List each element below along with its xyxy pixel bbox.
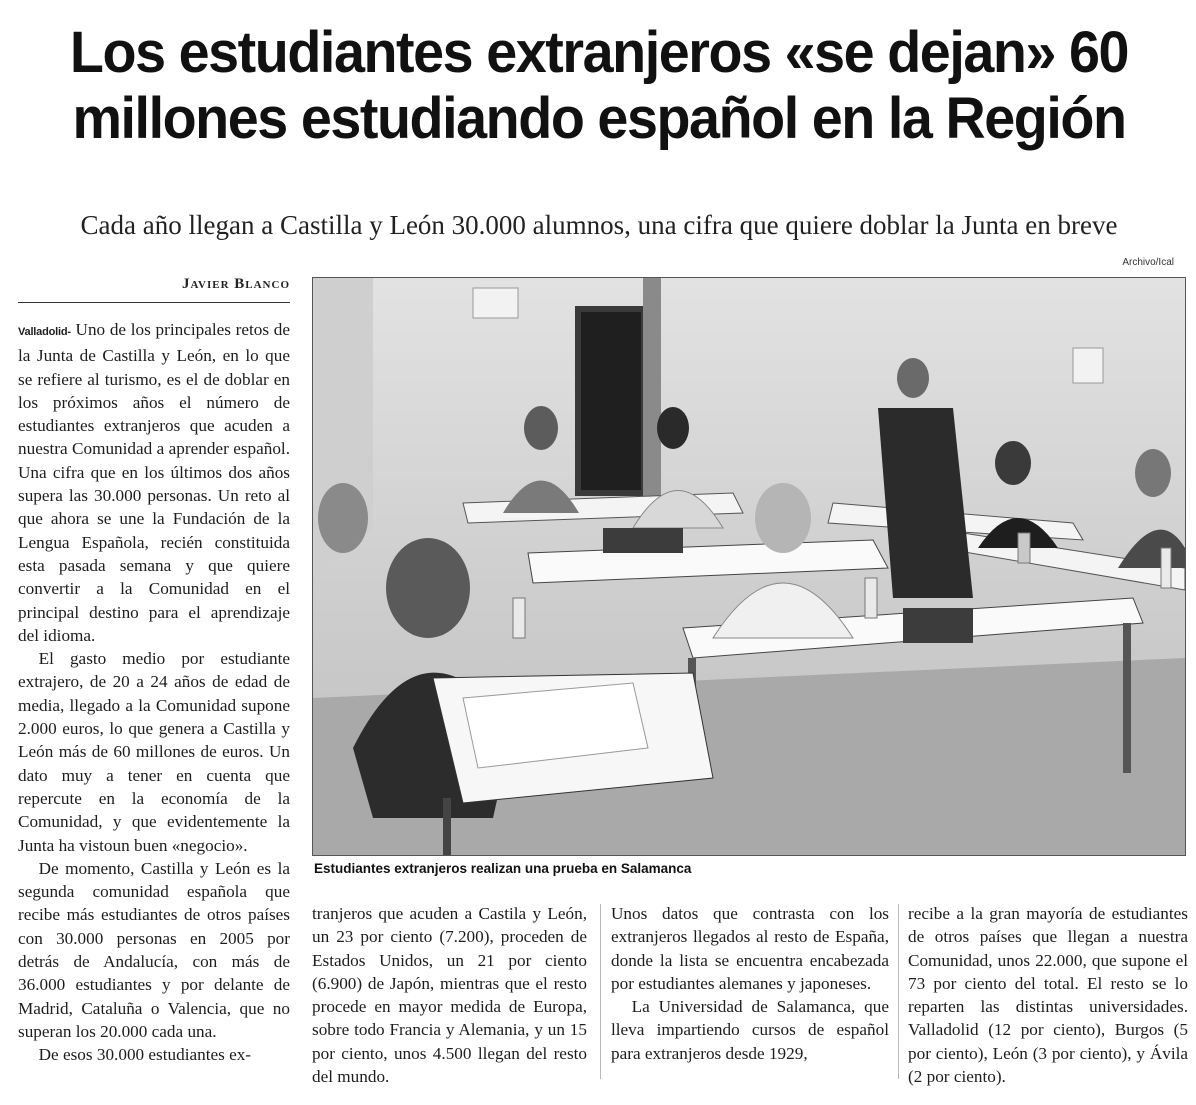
paragraph: De momento, Castilla y León es la segunda comunidad española que recibe más estudiantes de otros países con 30.000 personas en 2005 por detrás de Andalucía, con más de 36.000 estudiantes y por delante de Madrid, Cataluña o Valencia, que no superan los 20.000 cada una. [18, 858, 290, 1041]
paragraph-text: Uno de los principales retos de la Junta de Castilla y León, en lo que se refiere al turismo, es el de doblar en los próximos años el número de estudiantes extranjeros que acuden a nuestra Comunidad a aprender español. Una cifra que en los últimos dos años supera las 30.000 personas. Un reto al que ahora se une la Fundación de la Lengua Española, recién constituida esta pasada semana y que quiere convertir a la Comunidad en el principal destino para el aprendizaje del idioma. [18, 320, 291, 645]
headline: Los estudiantes extranjeros «se dejan» 60 millones estudiando español en la Región [69, 20, 1129, 151]
paragraph: El gasto medio por estudiante extrajero, de 20 a 24 años de edad de media, llegado a la Comunidad supone 2.000 euros, lo que genera a Castilla y León más de 60 millones de euros. Un dato muy a tener en cuenta que repercute en la economía de la Comunidad, y que evidentemente la Junta ha vistoun buen «negocio». [18, 649, 290, 855]
byline: Javier Blanco [181, 276, 290, 292]
dateline: Valladolid- [18, 326, 71, 338]
column-divider [898, 904, 899, 1079]
article-column-1 [18, 318, 290, 1067]
paragraph: tranjeros que acuden a Castila y León, un 23 por ciento (7.200), proceden de Estados Unidos, un 21 por ciento (6.900) de Japón, mientras que el resto procede en mayor medida de Europa, sobre todo Francia y Alemania, y un 15 por ciento, unos 4.500 llegan del resto del mundo. [312, 904, 587, 1087]
photo-caption: Estudiantes extranjeros realizan una prueba en Salamanca [314, 861, 692, 876]
paragraph [18, 318, 290, 647]
column-divider [600, 904, 601, 1079]
article-photo [312, 277, 1186, 856]
paragraph: De esos 30.000 estudiantes ex- [38, 1045, 252, 1065]
subheadline: Cada año llegan a Castilla y León 30.000 alumnos, una cifra que quiere doblar la Junta en breve [80, 210, 1118, 240]
paragraph: recibe a la gran mayoría de estudiantes de otros países que llegan a nuestra Comunidad, unos 22.000, que supone el 73 por ciento del total. El resto se lo reparten las distintas universidades. Valladolid (12 por ciento), Burgos (5 por ciento), León (3 por ciento), y Ávila (2 por ciento). [908, 904, 1188, 1087]
article-column-2 [312, 902, 587, 1088]
byline-rule [18, 302, 290, 303]
paragraph: Unos datos que contrasta con los extranjeros llegados al resto de España, donde la lista se encuentra encabezada por estudiantes alemanes y japoneses. [611, 904, 889, 993]
classroom-photo-illustration [313, 278, 1185, 855]
article-column-4 [908, 902, 1188, 1088]
article-column-3 [611, 902, 889, 1065]
photo-credit: Archivo/Ical [1122, 257, 1174, 268]
paragraph: La Universidad de Salamanca, que lleva impartiendo cursos de español para extranjeros desde 1929, [611, 997, 889, 1063]
